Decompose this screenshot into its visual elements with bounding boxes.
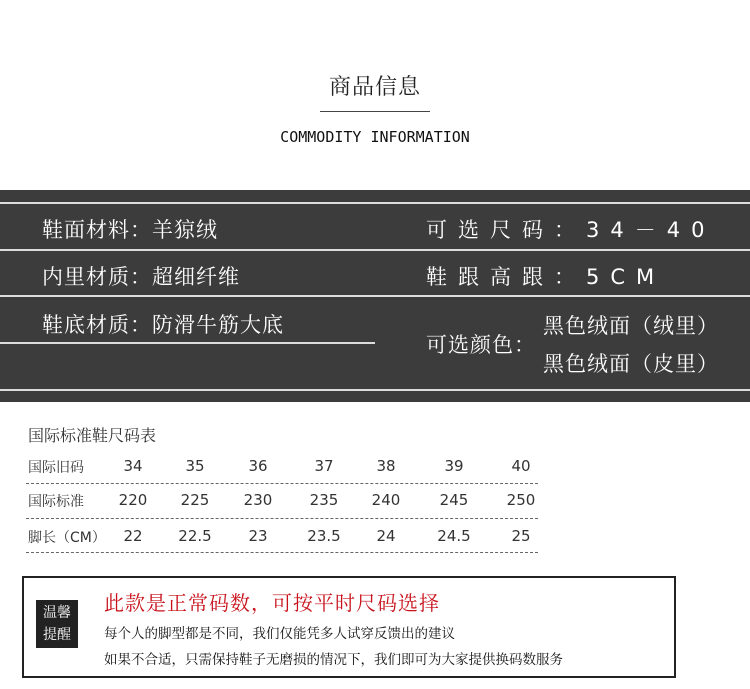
section-title: 商品信息: [328, 75, 421, 100]
size-cell: 35: [185, 457, 205, 475]
size-cell: 22: [123, 527, 143, 545]
notice-badge: [36, 600, 78, 648]
size-cell: 24.5: [437, 527, 471, 545]
row-divider: [26, 483, 538, 484]
size-cell: 250: [506, 491, 536, 509]
color-label: 可选颜色：: [426, 333, 536, 357]
panel-divider: [0, 249, 750, 251]
section-subtitle: COMMODITY INFORMATION: [280, 128, 470, 146]
size-chart-title: 国际标准鞋尺码表: [28, 426, 157, 445]
product-info-panel: [0, 190, 750, 402]
size-cell: 23.5: [307, 527, 341, 545]
size-cell: 23: [248, 527, 268, 545]
size-row-label: 脚长（CM）: [28, 530, 106, 546]
sole-material: 鞋底材质：防滑牛筋大底: [42, 313, 284, 337]
color-option: 黑色绒面（绒里）: [543, 314, 719, 338]
badge-line: 温馨: [43, 605, 71, 621]
color-option: 黑色绒面（皮里）: [543, 352, 719, 376]
size-cell: 230: [243, 491, 273, 509]
heel-height: 鞋跟高跟：5CM: [426, 265, 666, 289]
size-cell: 225: [180, 491, 210, 509]
badge-line: 提醒: [43, 627, 71, 643]
row-divider: [26, 518, 538, 519]
size-cell: 34: [123, 457, 143, 475]
size-cell: 22.5: [178, 527, 212, 545]
title-divider: [320, 111, 430, 112]
upper-material: 鞋面材料：羊猄绒: [42, 218, 218, 242]
notice-text: 每个人的脚型都是不同，我们仅能凭多人试穿反馈出的建议: [104, 626, 455, 642]
size-cell: 39: [444, 457, 464, 475]
size-cell: 220: [118, 491, 148, 509]
size-cell: 245: [439, 491, 469, 509]
size-cell: 38: [376, 457, 396, 475]
notice-box: [22, 576, 676, 678]
size-cell: 235: [309, 491, 339, 509]
row-divider: [26, 552, 538, 553]
panel-divider: [0, 202, 750, 204]
size-row-label: 国际标准: [28, 494, 84, 510]
panel-divider: [0, 389, 750, 391]
size-cell: 37: [314, 457, 334, 475]
size-cell: 24: [376, 527, 396, 545]
size-cell: 40: [511, 457, 531, 475]
size-range: 可选尺码：34－40: [426, 218, 716, 242]
notice-headline: 此款是正常码数，可按平时尺码选择: [104, 591, 440, 615]
size-cell: 25: [511, 527, 531, 545]
size-row-label: 国际旧码: [28, 460, 84, 476]
size-cell: 240: [371, 491, 401, 509]
size-cell: 36: [248, 457, 268, 475]
lining-material: 内里材质：超细纤维: [42, 265, 240, 289]
panel-divider: [0, 295, 750, 297]
notice-text: 如果不合适，只需保持鞋子无磨损的情况下，我们即可为大家提供换码数服务: [104, 652, 563, 668]
panel-divider: [0, 342, 375, 344]
